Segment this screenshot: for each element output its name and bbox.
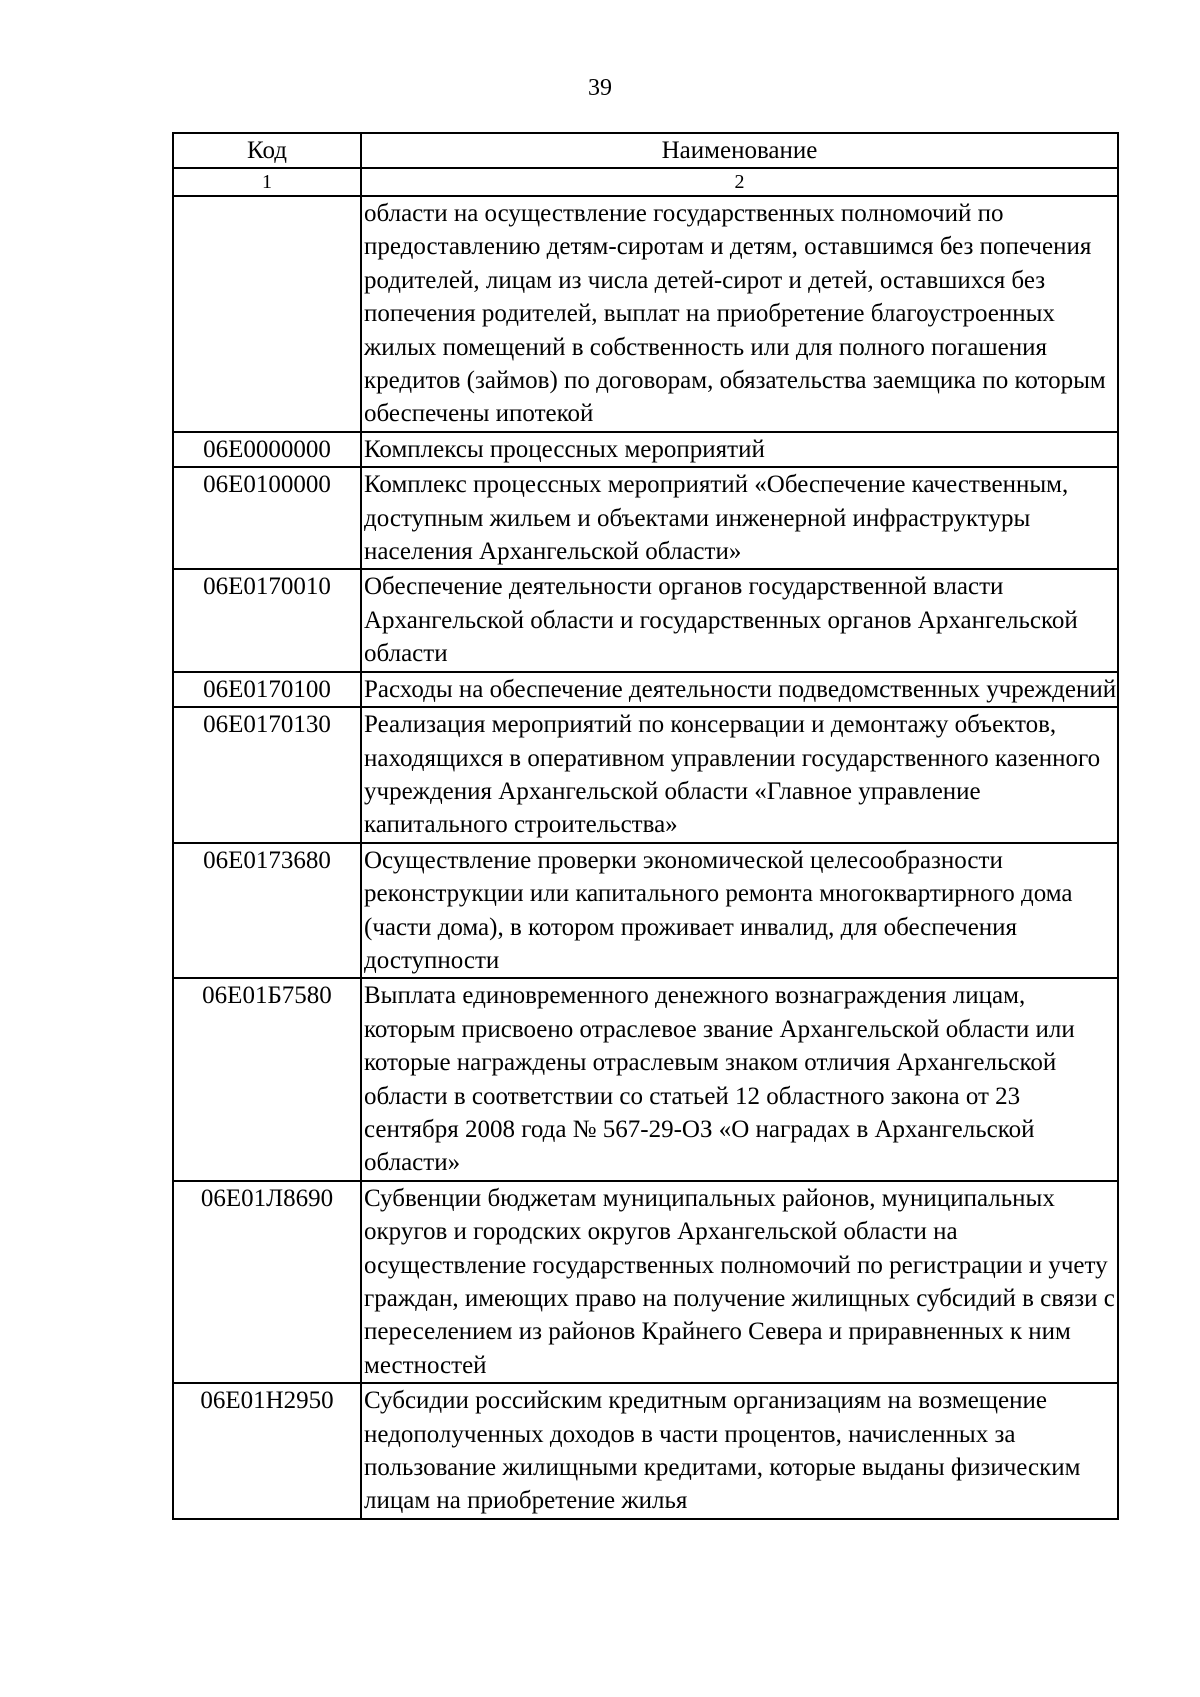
table-row xyxy=(173,467,1118,569)
row-name: Реализация мероприятий по консервации и демонтажу объектов, находящихся в оперативном управлении государственного казенного учреждения Архангельской области «Главное управление капитального строительства» xyxy=(361,707,1118,843)
table-header-row xyxy=(173,133,1118,168)
row-code: 06Е0170010 xyxy=(173,569,361,671)
table-row xyxy=(173,432,1118,467)
row-code: 06Е0173680 xyxy=(173,843,361,979)
row-code: 06Е0100000 xyxy=(173,467,361,569)
table-row xyxy=(173,843,1118,979)
row-name: Комплексы процессных мероприятий xyxy=(361,432,1118,467)
row-name: Субсидии российским кредитным организациям на возмещение недополученных доходов в части процентов, начисленных за пользование жилищными кредитами, которые выданы физическим лицам на приобретение жилья xyxy=(361,1383,1118,1519)
row-name: области на осуществление государственных полномочий по предоставлению детям-сиротам и детям, оставшимся без попечения родителей, лицам из числа детей-сирот и детей, оставшихся без попечения родителей, выплат на приобретение благоустроенных жилых помещений в собственность или для полного погашения кредитов (займов) по договорам, обязательства заемщика по которым обеспечены ипотекой xyxy=(361,196,1118,432)
row-code: 06Е01Н2950 xyxy=(173,1383,361,1519)
row-name: Осуществление проверки экономической целесообразности реконструкции или капитального ремонта многоквартирного дома (части дома), в котором проживает инвалид, для обеспечения доступности xyxy=(361,843,1118,979)
table-row xyxy=(173,707,1118,843)
row-code xyxy=(173,196,361,432)
row-name: Субвенции бюджетам муниципальных районов, муниципальных округов и городских округов Архангельской области на осуществление государственных полномочий по регистрации и учету граждан, имеющих право на получение жилищных субсидий в связи с переселением из районов Крайнего Севера и приравненных к ним местностей xyxy=(361,1181,1118,1383)
column-number-row xyxy=(173,168,1118,196)
table-row xyxy=(173,1383,1118,1519)
page-number: 39 xyxy=(588,75,612,101)
table-row xyxy=(173,1181,1118,1383)
budget-codes-table xyxy=(172,132,1119,1520)
row-code: 06Е0170130 xyxy=(173,707,361,843)
row-name: Расходы на обеспечение деятельности подведомственных учреждений xyxy=(361,672,1118,707)
table-row xyxy=(173,672,1118,707)
column-number-name: 2 xyxy=(361,168,1118,196)
row-code: 06Е0170100 xyxy=(173,672,361,707)
header-code: Код xyxy=(173,133,361,168)
column-number-code: 1 xyxy=(173,168,361,196)
table-row xyxy=(173,196,1118,432)
table-row xyxy=(173,978,1118,1180)
table-row xyxy=(173,569,1118,671)
row-code: 06Е01Л8690 xyxy=(173,1181,361,1383)
row-name: Комплекс процессных мероприятий «Обеспечение качественным, доступным жильем и объектами инженерной инфраструктуры населения Архангельской области» xyxy=(361,467,1118,569)
header-name: Наименование xyxy=(361,133,1118,168)
row-code: 06Е01Б7580 xyxy=(173,978,361,1180)
row-name: Обеспечение деятельности органов государственной власти Архангельской области и государственных органов Архангельской области xyxy=(361,569,1118,671)
row-name: Выплата единовременного денежного вознаграждения лицам, которым присвоено отраслевое звание Архангельской области или которые награждены отраслевым знаком отличия Архангельской области в соответствии со статьей 12 областного закона от 23 сентября 2008 года № 567-29-ОЗ «О наградах в Архангельской области» xyxy=(361,978,1118,1180)
row-code: 06Е0000000 xyxy=(173,432,361,467)
